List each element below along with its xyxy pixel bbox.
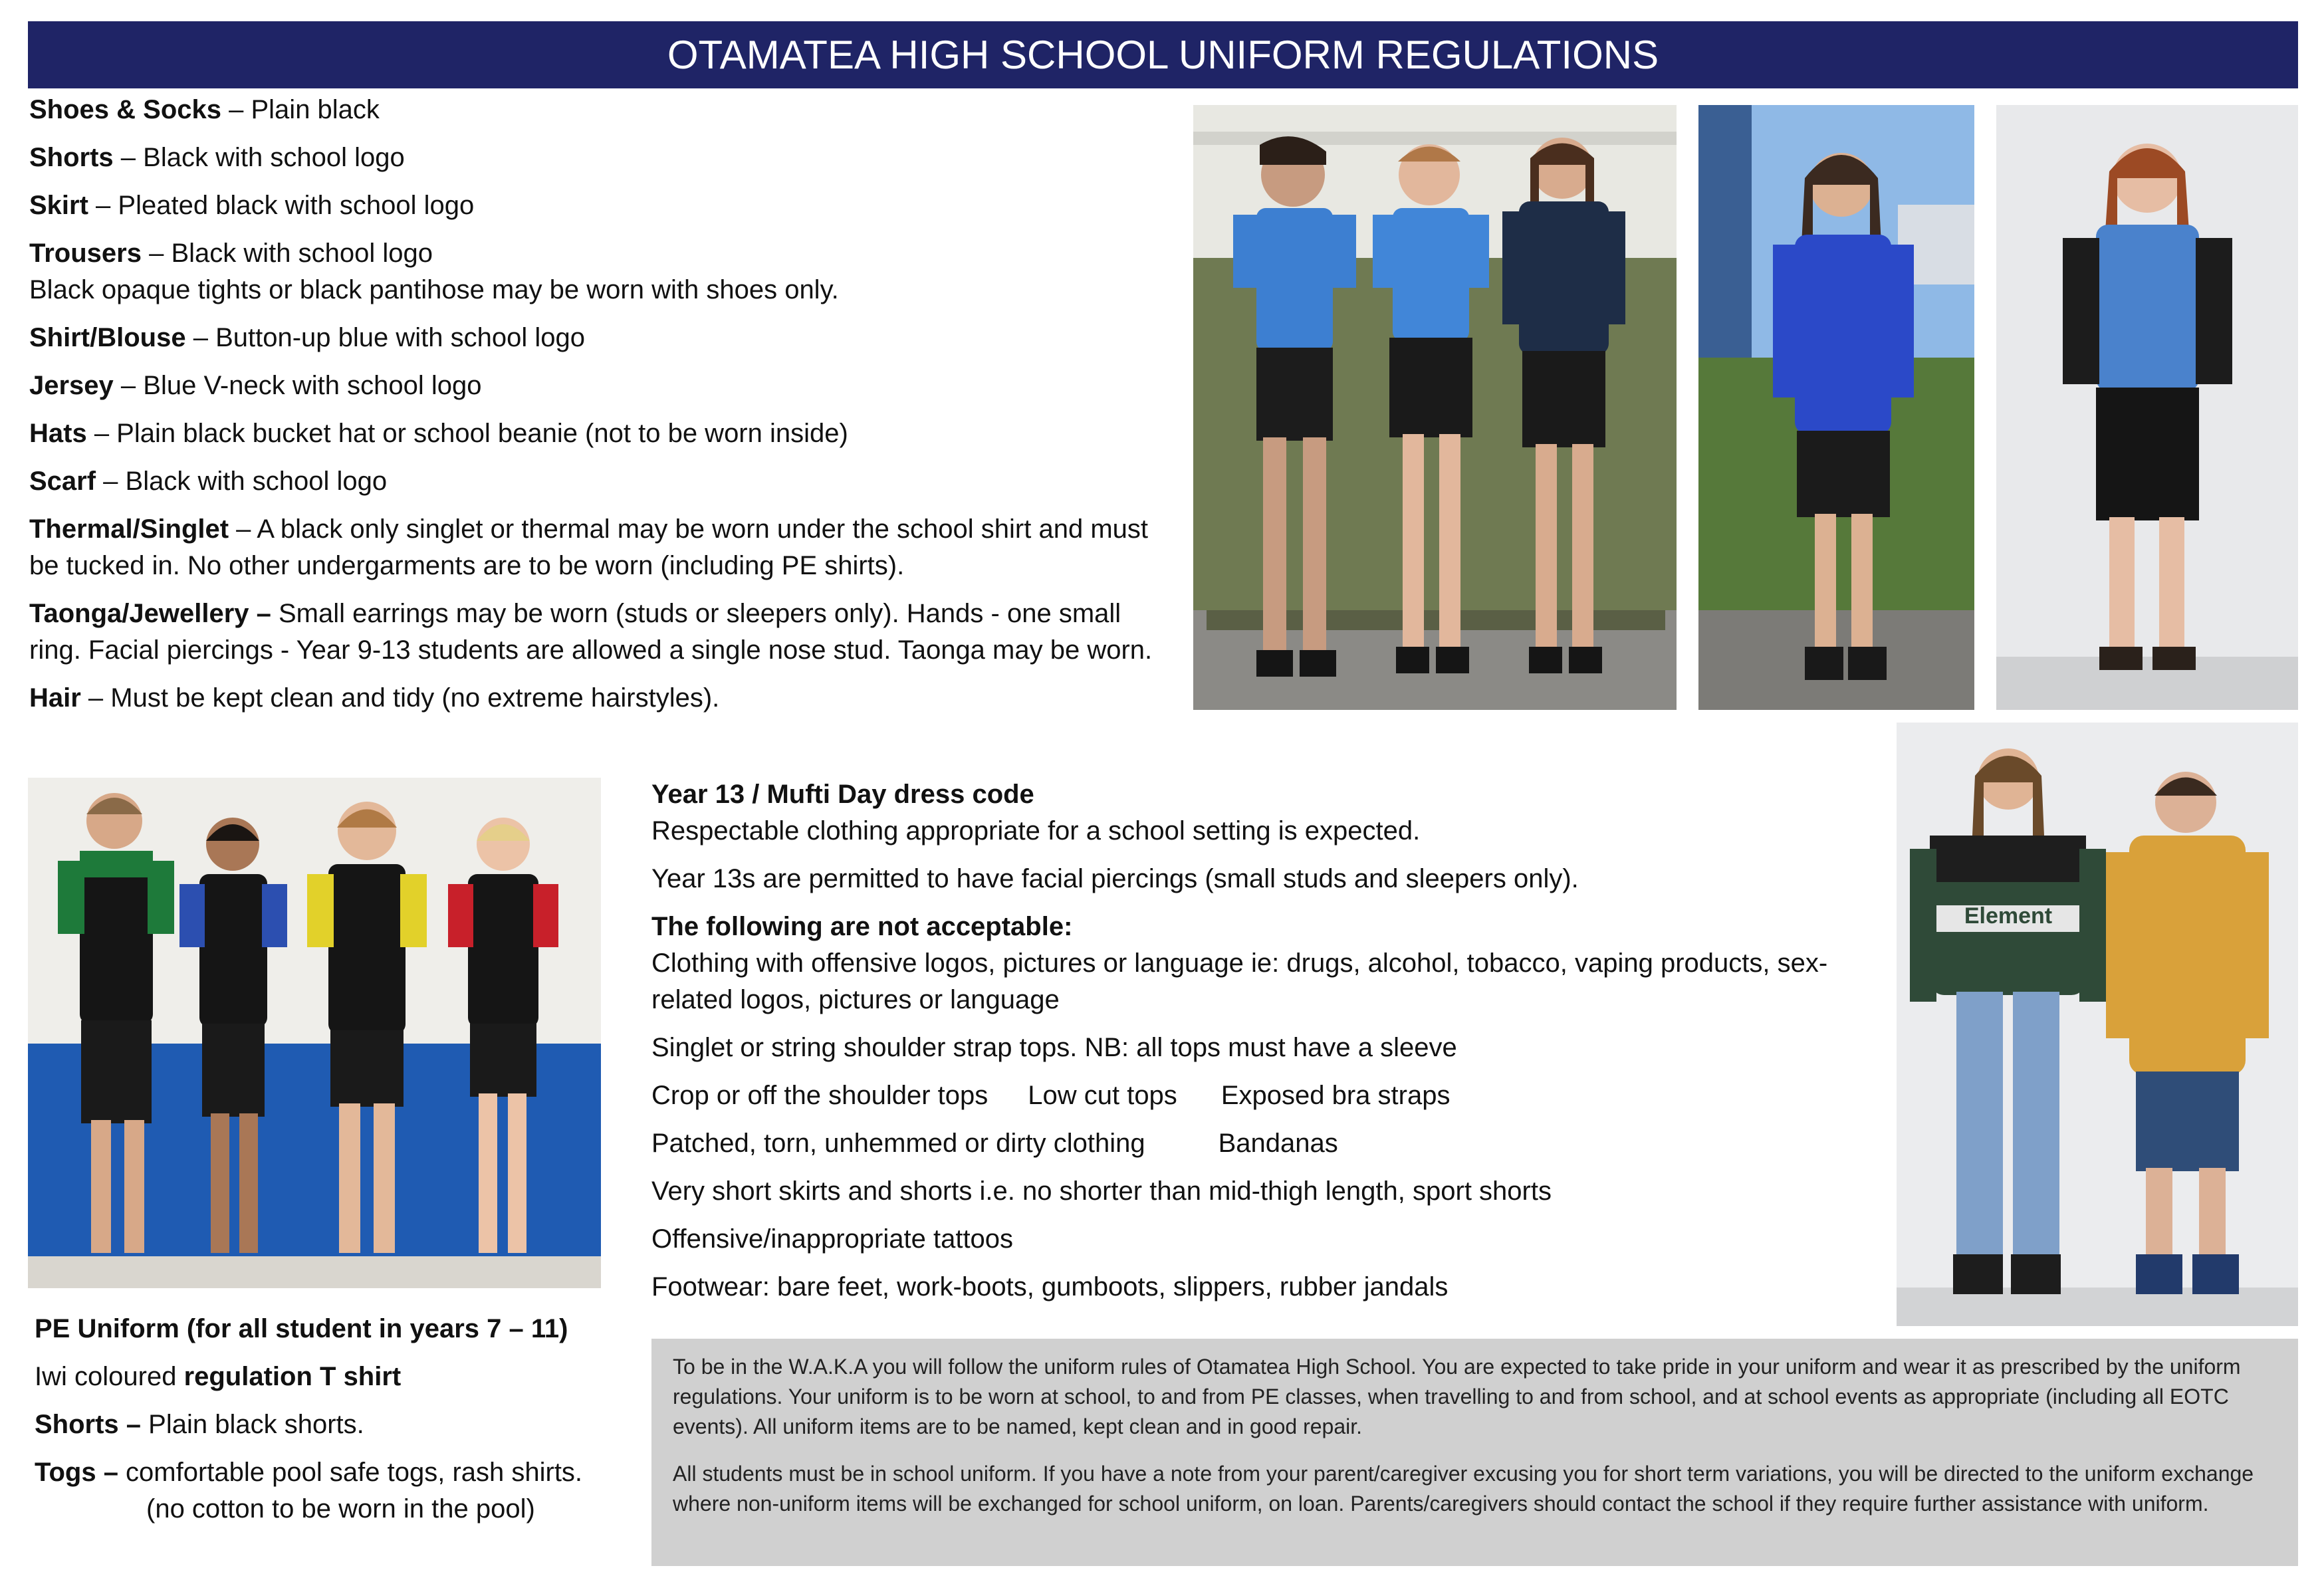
reg-jersey: Jersey – Blue V-neck with school logo [29, 371, 482, 400]
reg-scarf: Scarf – Black with school logo [29, 467, 388, 496]
pe-tshirt: Iwi coloured regulation T shirt [35, 1362, 402, 1391]
not-acceptable-heading: The following are not acceptable: [651, 912, 1073, 941]
mufti-heading: Year 13 / Mufti Day dress code [651, 780, 1034, 809]
not-acceptable-singlet: Singlet or string shoulder strap tops. NB: all tops must have a sleeve [651, 1033, 1457, 1062]
pe-togs-note: (no cotton to be worn in the pool) [146, 1494, 535, 1523]
not-acceptable-short-skirts: Very short skirts and shorts i.e. no shorter than mid-thigh length, sport shorts [651, 1177, 1552, 1206]
mufti-dress-code-section [651, 776, 1848, 1317]
photo-pe-uniform-group [28, 778, 601, 1288]
reg-shorts: Shorts – Black with school logo [29, 143, 405, 172]
note-paragraph-waka: To be in the W.A.K.A you will follow the uniform rules of Otamatea High School. You are expected to take pride in your uniform and wear it as prescribed by the uniform regulations. Your uniform is to be worn at school, to and from PE classes, when travelling to and from school, and at school events as appropriate (including all EOTC events). All uniform items are to be named, kept clean and in good repair. [673, 1355, 2241, 1438]
mufti-piercings: Year 13s are permitted to have facial piercings (small studs and sleepers only). [651, 864, 1579, 893]
not-acceptable-tattoos: Offensive/inappropriate tattoos [651, 1224, 1014, 1254]
uniform-regulations-list [29, 92, 1173, 728]
not-acceptable-lowcut: Low cut tops [1028, 1081, 1177, 1110]
reg-shoes-socks: Shoes & Socks – Plain black [29, 95, 380, 124]
reg-shirt-blouse: Shirt/Blouse – Button-up blue with school logo [29, 323, 585, 352]
pe-uniform-section [35, 1311, 633, 1539]
reg-skirt: Skirt – Pleated black with school logo [29, 191, 475, 220]
photo-element-logo-text: Element [1964, 903, 2053, 929]
note-paragraph-exchange: All students must be in school uniform. If you have a note from your parent/caregiver excusing you for short term variations, you will be directed to the uniform exchange where non-uniform items will be exchanged for school uniform, on loan. Parents/caregivers should contact the school if they require further assistance with uniform. [673, 1462, 2254, 1516]
reg-trousers-tights: Black opaque tights or black pantihose may be worn with shoes only. [29, 275, 839, 304]
reg-trousers: Trousers – Black with school logo Black opaque tights or black pantihose may be worn with shoes only. [29, 235, 1173, 308]
photo-three-students-uniform [1193, 105, 1677, 710]
not-acceptable-bra: Exposed bra straps [1220, 1081, 1451, 1110]
pe-togs: Togs – comfortable pool safe togs, rash shirts. (no cotton to be worn in the pool) [35, 1454, 633, 1527]
not-acceptable-bandanas: Bandanas [1218, 1129, 1338, 1158]
reg-thermal-singlet: Thermal/Singlet – A black only singlet or thermal may be worn under the school shirt and must be tucked in. No other undergarments are to be worn (including PE shirts). [29, 514, 1148, 580]
reg-hair: Hair – Must be kept clean and tidy (no extreme hairstyles). [29, 683, 720, 713]
page-title: OTAMATEA HIGH SCHOOL UNIFORM REGULATIONS [28, 21, 2298, 88]
pe-shorts: Shorts – Plain black shorts. [35, 1410, 364, 1439]
not-acceptable-clothing-row [651, 1125, 1848, 1162]
photo-student-thermal-undershirt [1996, 105, 2298, 710]
reg-hats: Hats – Plain black bucket hat or school beanie (not to be worn inside) [29, 419, 848, 448]
uniform-policy-note [651, 1339, 2298, 1566]
mufti-intro: Respectable clothing appropriate for a school setting is expected. [651, 816, 1421, 845]
not-acceptable-footwear: Footwear: bare feet, work-boots, gumboots, slippers, rubber jandals [651, 1272, 1449, 1301]
not-acceptable-offensive: Clothing with offensive logos, pictures or language ie: drugs, alcohol, tobacco, vaping products, sex-related logos, pictures or language [651, 949, 1828, 1014]
not-acceptable-crop: Crop or off the shoulder tops [651, 1081, 988, 1110]
photo-student-blue-jersey [1698, 105, 1974, 710]
pe-heading: PE Uniform (for all student in years 7 – 11) [35, 1314, 568, 1343]
reg-taonga-jewellery: Taonga/Jewellery – Small earrings may be worn (studs or sleepers only). Hands - one small ring. Facial piercings - Year 9-13 students are allowed a single nose stud. Taonga may be worn. [29, 599, 1153, 665]
photo-mufti-day-students [1897, 723, 2298, 1326]
not-acceptable-patched: Patched, torn, unhemmed or dirty clothing [651, 1129, 1145, 1158]
not-acceptable-tops-row [651, 1077, 1848, 1114]
